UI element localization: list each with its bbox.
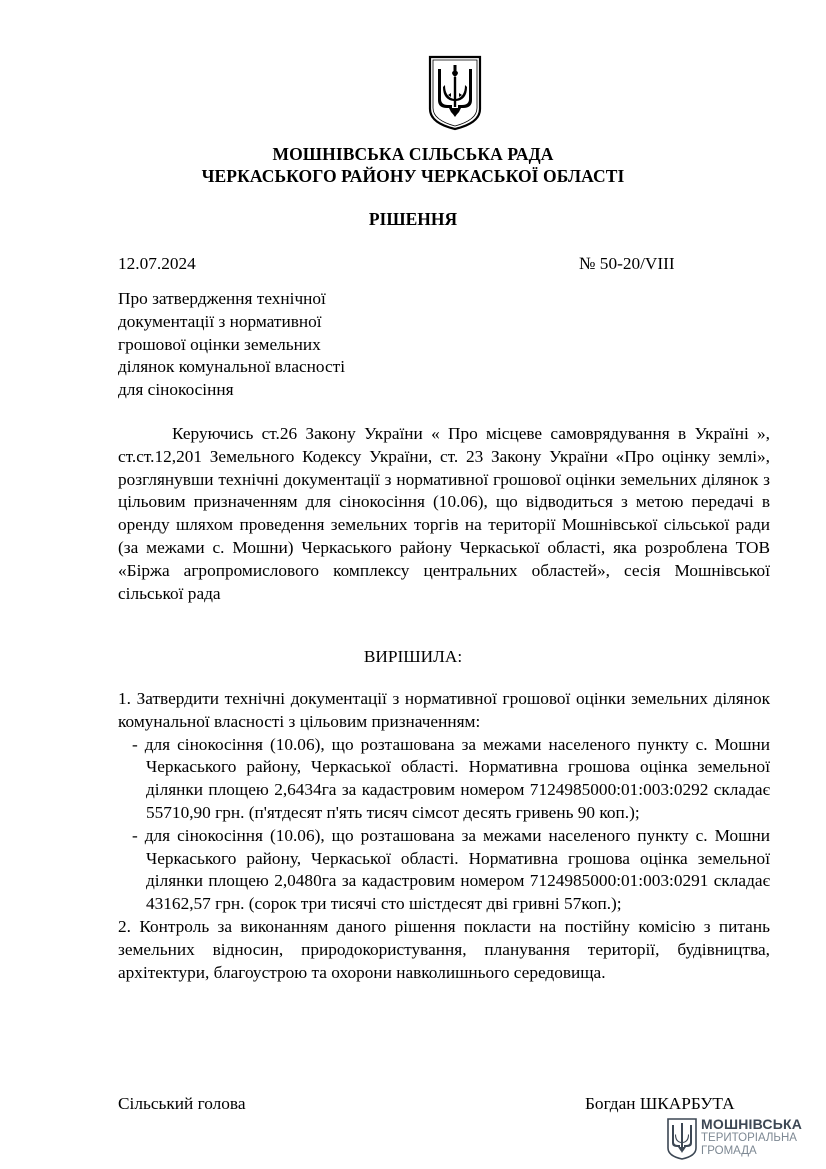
council-name-line1: МОШНІВСЬКА СІЛЬСЬКА РАДА: [272, 144, 554, 164]
council-name-line2: ЧЕРКАСЬКОГО РАЙОНУ ЧЕРКАСЬКОЇ ОБЛАСТІ: [201, 166, 625, 186]
subject-line: грошової оцінки земельних: [118, 334, 321, 354]
subject-line: для сінокосіння: [118, 380, 234, 400]
subject-line: документації з нормативної: [118, 311, 322, 331]
preamble-paragraph: Керуючись ст.26 Закону України « Про місцеве самоврядування в Україні », ст.ст.12,201 Земельного Кодексу України, ст. 23 Закону України «Про оцінку землі», розглянувши технічні документації з нормативної грошової оцінки земельних ділянок з цільовим призначенням для сінокосіння (10.06), що відводиться з метою передачі в оренду шляхом проведення земельних торгів на території Мошнівської сільської ради (за межами с. Мошни) Черкаського району Черкаської області, яка розроблена ТОВ «Біржа агропромислового комплексу центральних областей», сесія Мошнівської сільської рада: [118, 424, 770, 603]
clause-1-item-2: - для сінокосіння (10.06), що розташована за межами населеного пункту с. Мошни Черкаського району, Черкаської області. Нормативна грошова оцінка земельної ділянки площею 2,0480га за кадастровим номером 7124985000:01:003:0291 складає 43162,57 грн. (сорок три тисячі сто шістдесят дві гривні 57коп.);: [132, 825, 770, 914]
decision-date: 12.07.2024: [118, 254, 196, 273]
decision-number: № 50-20/VIII: [579, 254, 675, 273]
signatory-position: Сільський голова: [118, 1094, 246, 1113]
resolved-heading: ВИРІШИЛА:: [363, 647, 463, 666]
decision-clauses: [118, 688, 770, 984]
clause-1-item-1: - для сінокосіння (10.06), що розташована за межами населеного пункту с. Мошни Черкаського району, Черкаської області. Нормативна грошова оцінка земельної ділянки площею 2,6434га за кадастровим номером 7124985000:01:003:0292 складає 55710,90 грн. (п'ятдесят п'ять тисяч сімсот десять гривень 90 коп.);: [132, 734, 770, 822]
trident-logo-icon: [667, 1118, 697, 1160]
clause-1: 1. Затвердити технічні документації з нормативної грошової оцінки земельних ділянок комунальної власності з цільовим призначенням:: [118, 689, 770, 731]
subject-line: ділянок комунальної власності: [118, 357, 346, 377]
decision-subject: [118, 288, 398, 402]
clause-2: 2. Контроль за виконанням даного рішення покласти на постійну комісію з питань земельних відносин, природокористування, планування території, будівництва, архітектури, благоустрою та охорони навколишнього середовища.: [118, 916, 770, 982]
watermark-subtitle: ТЕРИТОРІАЛЬНА: [701, 1132, 797, 1144]
community-watermark: [667, 1116, 812, 1162]
watermark-subtitle: ГРОМАДА: [701, 1145, 757, 1157]
document-title: РІШЕННЯ: [368, 209, 458, 229]
coat-of-arms-icon: [428, 55, 482, 131]
subject-line: Про затвердження технічної: [118, 289, 326, 308]
watermark-title: МОШНІВСЬКА: [701, 1116, 803, 1132]
signatory-name: Богдан ШКАРБУТА: [585, 1094, 735, 1113]
